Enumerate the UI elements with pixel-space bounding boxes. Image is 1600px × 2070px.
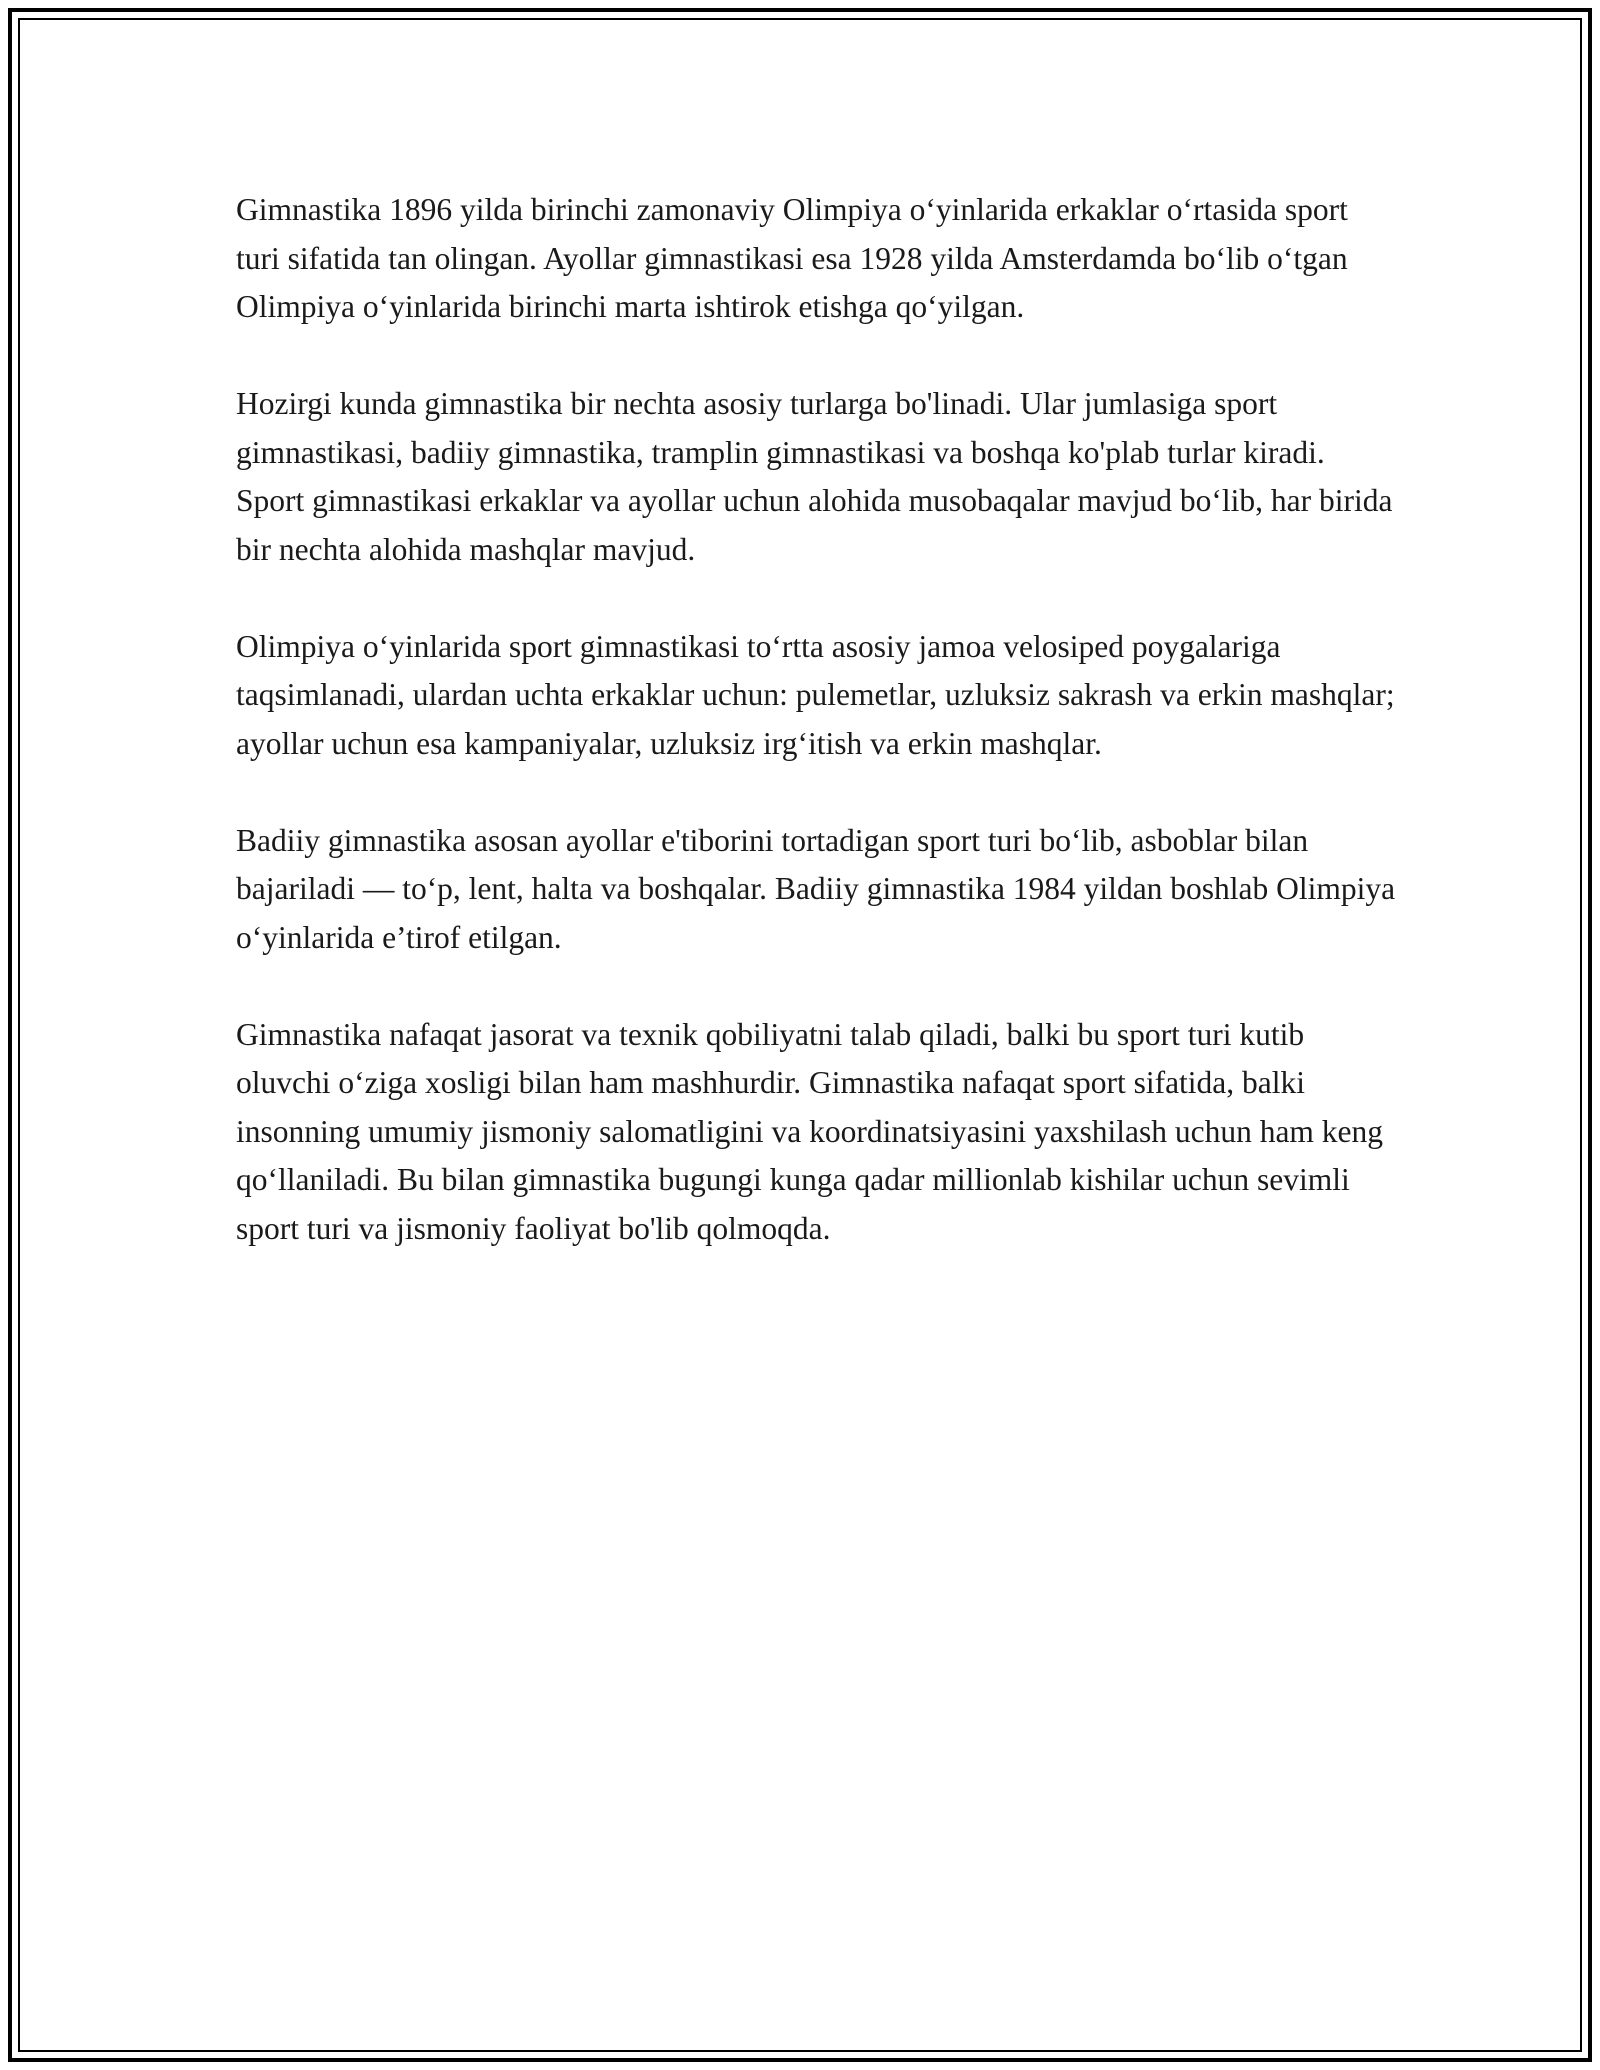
paragraph-gymnastics-types: Hozirgi kunda gimnastika bir nechta asosiy turlarga bo'linadi. Ular jumlasiga sport gimnastikasi, badiiy gimnastika, tramplin gimnastikasi va boshqa ko'plab turlar kiradi. Sport gimnastikasi erkaklar va ayollar uchun alohida musobaqalar mavjud bo‘lib, har birida bir nechta alohida mashqlar mavjud.	[236, 386, 1393, 567]
paragraph-rhythmic-gymnastics: Badiiy gimnastika asosan ayollar e'tiborini tortadigan sport turi bo‘lib, asboblar bilan bajariladi — to‘p, lent, halta va boshqalar. Badiiy gimnastika 1984 yildan boshlab Olimpiya o‘yinlarida e’tirof etilgan.	[236, 822, 1396, 955]
paragraph-olympic-history: Gimnastika 1896 yilda birinchi zamonaviy Olimpiya o‘yinlarida erkaklar o‘rtasida sport turi sifatida tan olingan. Ayollar gimnastikasi esa 1928 yilda Amsterdamda bo‘lib o‘tgan Olimpiya o‘yinlarida birinchi marta ishtirok etishga qo‘yilgan.	[236, 192, 1348, 324]
document-body	[236, 186, 1396, 1253]
paragraph-conclusion: Gimnastika nafaqat jasorat va texnik qobiliyatni talab qiladi, balki bu sport turi kutib oluvchi o‘ziga xosligi bilan ham mashhurdir. Gimnastika nafaqat sport sifatida, balki insonning umumiy jismoniy salomatligini va koordinatsiyasini yaxshilash uchun ham keng qo‘llaniladi. Bu bilan gimnastika bugungi kunga qadar millionlab kishilar uchun sevimli sport turi va jismoniy faoliyat bo'lib qolmoqda.	[236, 1016, 1384, 1246]
paragraph-artistic-events: Olimpiya o‘yinlarida sport gimnastikasi to‘rtta asosiy jamoa velosiped poygalariga taqsimlanadi, ulardan uchta erkaklar uchun: pulemetlar, uzluksiz sakrash va erkin mashqlar; ayollar uchun esa kampaniyalar, uzluksiz irg‘itish va erkin mashqlar.	[236, 628, 1395, 761]
